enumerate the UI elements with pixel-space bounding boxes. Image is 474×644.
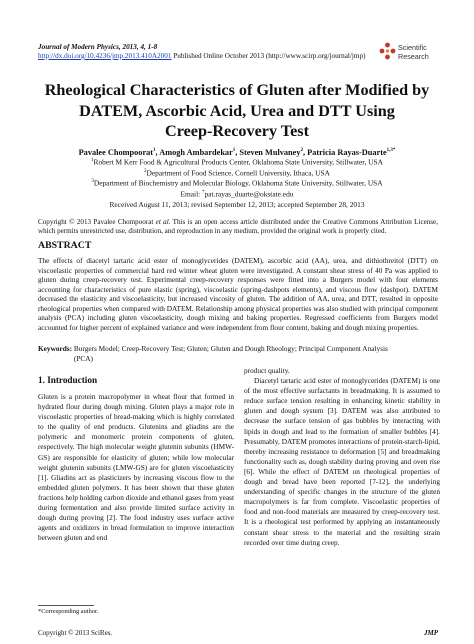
copyright-et-al: et al	[155, 218, 169, 226]
publisher-logo	[379, 40, 443, 64]
abstract-text: The effects of diacetyl tartaric acid ester of monoglycerides (DATEM), ascorbic acid (AA), urea, and dithiothreitol (DTT) on viscoelastic properties of commercial hard red winter wheat gluten were investigated. A constant shear stress of 40 Pa was applied to gluten during creep-recovery test. Experimental creep-recovery responses were fitted into a Burgers model with four elements accounting for characteristics of pure elastic (spring), viscoelastic (spring-dashpots elements), and viscous flow (dashpot). DATEM decreased the elasticity and viscoelasticity, but increased viscosity of gluten. The addition of AA, urea, and DTT, resulted in opposite rheological properties when compared with DATEM. Relationship among physical properties was also studied with principal component analysis (PCA) including gluten viscoelasticity, dough mixing and baking properties. Regressed coefficients from Burgers model accounted for higher percent of explained variance and were independent from flour content, baking and dough mixing properties.	[38, 256, 438, 332]
author-4-sup: 1,3*	[386, 148, 396, 153]
title-line-3: Creep-Recovery Test	[165, 122, 309, 140]
abstract-heading: ABSTRACT	[38, 240, 92, 251]
affiliation-1: Robert M Kerr Food & Agricultural Products Center, Oklahoma State University, Stillwater, USA	[93, 157, 383, 167]
copyright-text-2: . This is an open access article distributed under the Creative Commons Attribution License, which permits unrestricted use, distribution, and reproduction in any medium, provided the original work is properly cited.	[38, 218, 438, 236]
author-2: , Amogh Ambardekar	[155, 147, 233, 157]
affiliation-3: Department of Biochemistry and Molecular Biology, Oklahoma State University, Stillwater, USA	[93, 178, 383, 188]
keywords-label: Keywords:	[38, 344, 73, 353]
right-column-paragraph-2: Diacetyl tartaric acid ester of monoglycerides (DATEM) is one of the most effective surfactants in breadmaking. It is assumed to reduce surface tension resulting in enhancing kinetic stability in gluten and dough system [3]. DATEM was also attributed to decrease the surface tension of gas bubbles by interacting with lipids in dough and lead to the formation of smaller bubbles [4]. Presumably, DATEM promotes interactions of protein-starch-lipid, thereby increasing resistance to deformation [5] and breadmaking functionality such as, dough stability during proving and oven rise [6]. While the effect of DATEM on rheological properties of dough and bread have been reported [7-12], the underlying understanding of specific changes in the structure of the gluten macropolymers is far from complete. Viscoelastic properties of food and non-food materials are measured by creep-recovery test. It is a rheological test performed by applying an instantaneously constant shear stress to the material and the resulting strain recorded over time during creep.	[244, 376, 440, 547]
introduction-heading: 1. Introduction	[38, 375, 98, 385]
submission-dates: Received August 11, 2013; revised September 12, 2013; accepted September 28, 2013	[109, 200, 365, 209]
left-column-text: Gluten is a protein macropolymer in wheat flour that formed in hydrated flour during dough mixing. Gluten plays a major role in viscoelastic properties of bread-making which is highly correlated to the quality of end products. Glutenins and gliadins are the polymeric and monomeric protein components of gluten, respectively. The high molecular weight glutenin subunits (HMW-GS) are responsible for elasticity of gluten; while low molecular weight glutenin subunits (LMW-GS) are for gluten viscoelasticity [1]. Gliadins act as plasticizers by increasing viscous flow to the embedded gluten polymers. It has been shown that these gluten fractions help holding carbon dioxide and ethanol gases from yeast during fermentation and also provide limited surface activity in dough during proving [2]. The food industry uses surface active agents and oxidizers in bread formulation to improve interaction between gluten and end	[38, 392, 234, 543]
copyright-notice	[38, 218, 438, 236]
affiliations	[30, 156, 444, 198]
email-label: Email:	[180, 189, 203, 199]
author-1: Pavalee Chompoorat	[78, 147, 154, 157]
journal-name: Journal of Modern Physics	[38, 43, 119, 51]
title-line-2: DATEM, Ascorbic Acid, Urea and DTT Using	[79, 101, 395, 120]
paper-title	[30, 80, 444, 142]
doi-link[interactable]: http://dx.doi.org/10.4236/jmp.2013.410A2001	[38, 52, 172, 60]
keywords-value: Burgers Model; Creep-Recovery Test; Gluten; Gluten and Dough Rheology; Principal Component Analysis (PCA)	[73, 344, 388, 363]
right-column-paragraph-1: product quality.	[244, 366, 290, 375]
author-3: , Steven Mulvaney	[235, 147, 301, 157]
author-4: , Patricia Rayas-Duarte	[303, 147, 387, 157]
email-sup: *	[202, 189, 205, 195]
title-line-1: Rheological Characteristics of Gluten after Modified by	[44, 81, 430, 99]
copyright-text-1: Copyright © 2013 Pavalee Chompoorat	[38, 218, 156, 226]
footnote-divider	[38, 605, 94, 606]
logo-line-2: Research	[398, 52, 429, 61]
affiliation-3-sup: 3	[91, 179, 94, 185]
corresponding-author-footnote: *Corresponding author.	[38, 608, 99, 615]
published-line: Published Online October 2013 (http://www.scirp.org/journal/jmp)	[171, 52, 366, 60]
logo-line-1: Scientific	[398, 43, 427, 52]
keywords	[38, 344, 438, 363]
email-address[interactable]: pat.rayas_duarte@okstate.edu	[204, 189, 294, 199]
affiliation-1-sup: 1	[91, 158, 94, 163]
right-column	[244, 366, 440, 548]
author-3-sup: 2	[300, 148, 303, 153]
affiliation-2: Department of Food Science, Cornell University, Ithaca, USA	[146, 168, 330, 178]
scientific-research-logo-icon	[379, 42, 396, 60]
journal-issue: , 2013, 4, 1-8	[118, 43, 158, 51]
footer-copyright: Copyright © 2013 SciRes.	[38, 629, 113, 637]
author-1-sup: 1	[153, 148, 156, 153]
author-2-sup: 1	[232, 148, 236, 153]
footer-journal-abbrev: JMP	[424, 629, 438, 637]
affiliation-2-sup: 2	[144, 168, 147, 174]
journal-header	[38, 43, 366, 61]
